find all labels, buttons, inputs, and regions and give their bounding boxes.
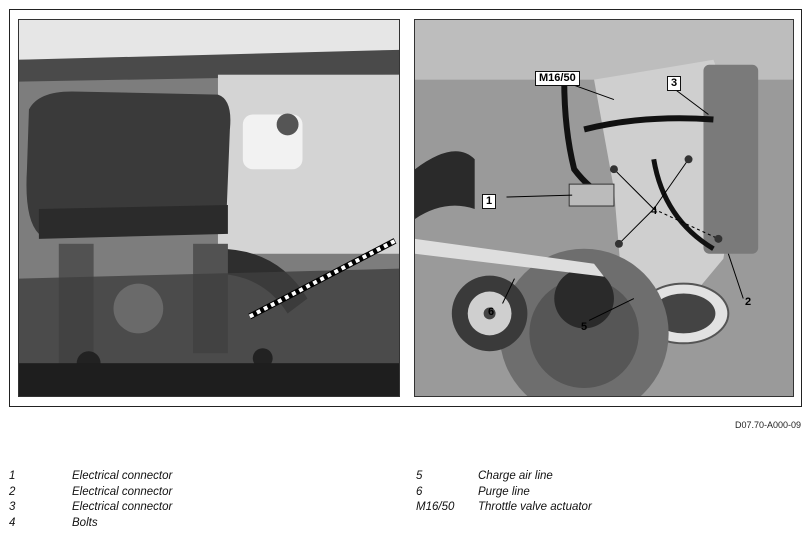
legend-key: 3 bbox=[9, 501, 16, 513]
throttle-detail-illustration bbox=[415, 20, 793, 396]
callout-2: 2 bbox=[745, 296, 752, 308]
legend-label: Charge air line bbox=[478, 470, 553, 482]
legend-item bbox=[416, 501, 592, 517]
legend-key: M16/50 bbox=[416, 501, 455, 513]
legend-label: Electrical connector bbox=[72, 501, 173, 513]
legend-item bbox=[416, 470, 592, 486]
legend-item bbox=[9, 486, 172, 502]
callout-m1650: M16/50 bbox=[535, 71, 580, 86]
engine-overview-photo bbox=[18, 19, 400, 397]
legend-label: Throttle valve actuator bbox=[478, 501, 592, 513]
callout-6: 6 bbox=[488, 306, 495, 318]
figure-id: D07.70-A000-09 bbox=[734, 420, 801, 430]
legend-key: 5 bbox=[416, 470, 423, 482]
legend-key: 1 bbox=[9, 470, 16, 482]
legend-label: Bolts bbox=[72, 516, 98, 529]
callout-3: 3 bbox=[667, 76, 681, 91]
legend-item bbox=[9, 501, 172, 517]
legend-key: 2 bbox=[9, 485, 16, 498]
legend-item bbox=[9, 470, 172, 486]
legend-label: Purge line bbox=[478, 485, 530, 498]
legend-label: Electrical connector bbox=[72, 470, 173, 482]
callout-4: 4 bbox=[651, 205, 658, 217]
legend-item bbox=[9, 517, 172, 533]
legend-key: 6 bbox=[416, 485, 423, 498]
figure-frame bbox=[9, 9, 802, 407]
legend-label: Electrical connector bbox=[72, 485, 173, 498]
callout-1: 1 bbox=[482, 194, 496, 209]
throttle-detail-photo bbox=[414, 19, 794, 397]
engine-overview-illustration bbox=[19, 20, 399, 396]
legend-item bbox=[416, 486, 592, 502]
callout-5: 5 bbox=[581, 321, 588, 333]
legend-right bbox=[416, 470, 592, 517]
legend-left bbox=[9, 470, 172, 532]
legend-key: 4 bbox=[9, 516, 16, 529]
